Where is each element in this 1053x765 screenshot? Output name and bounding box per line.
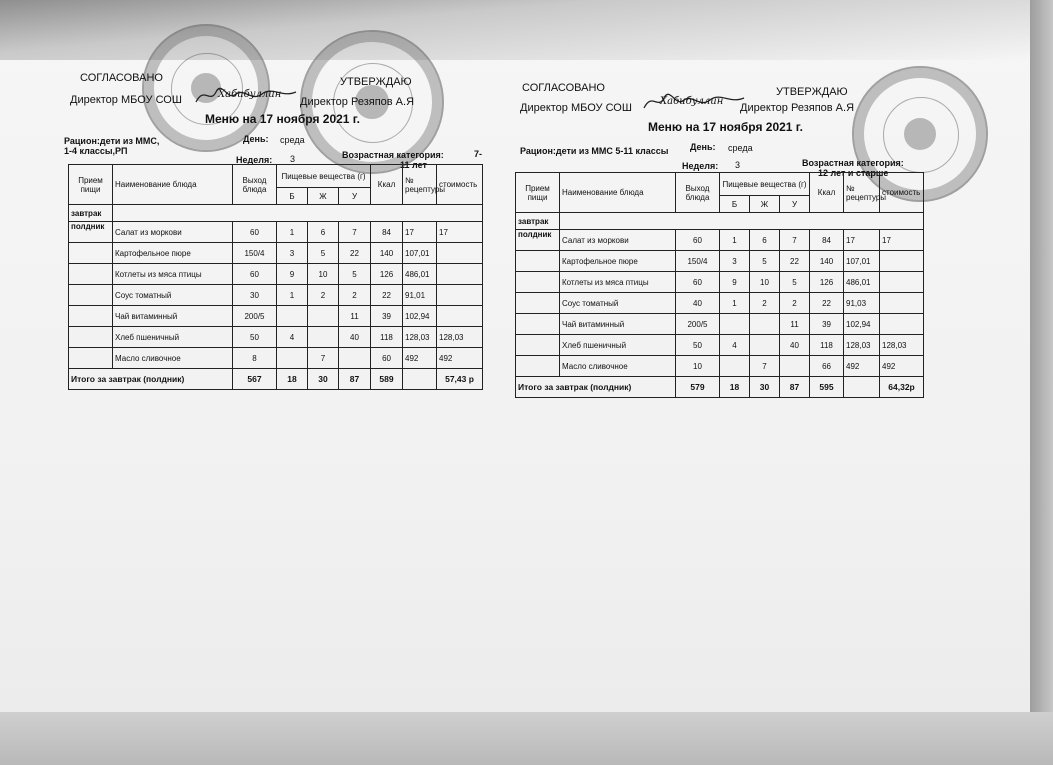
col-kcal: Ккал bbox=[810, 173, 844, 213]
cell-dish: Чай витаминный bbox=[560, 314, 676, 335]
cell-output: 50 bbox=[676, 335, 720, 356]
col-output: Выход блюда bbox=[233, 165, 277, 205]
cell-cost: 17 bbox=[437, 222, 483, 243]
cell-dish: Салат из моркови bbox=[560, 230, 676, 251]
col-cost: стоимость bbox=[437, 165, 483, 205]
cell-recipe: 486,01 bbox=[403, 264, 437, 285]
cell-output: 10 bbox=[676, 356, 720, 377]
cell-output: 8 bbox=[233, 348, 277, 369]
cell-kcal: 66 bbox=[810, 356, 844, 377]
week-value: 3 bbox=[290, 154, 296, 164]
meal-zavtrak: завтрак bbox=[516, 213, 560, 230]
total-row: Итого за завтрак (полдник) 567 18 30 87 589 57,43 р bbox=[69, 369, 483, 390]
cell-cost bbox=[880, 293, 924, 314]
cell-u: 5 bbox=[339, 264, 371, 285]
cell-zh bbox=[308, 306, 339, 327]
cell-u: 11 bbox=[780, 314, 810, 335]
table-row bbox=[516, 356, 924, 377]
cell-zh: 6 bbox=[750, 230, 780, 251]
meal-zavtrak: завтрак bbox=[69, 205, 113, 222]
cell-kcal: 118 bbox=[371, 327, 403, 348]
cell-output: 150/4 bbox=[676, 251, 720, 272]
cell-u bbox=[339, 348, 371, 369]
cell-u: 2 bbox=[339, 285, 371, 306]
cell-b bbox=[277, 306, 308, 327]
table-row bbox=[69, 222, 483, 243]
col-cost: стоимость bbox=[880, 173, 924, 213]
cell-b: 1 bbox=[277, 222, 308, 243]
cell-u: 2 bbox=[780, 293, 810, 314]
menu-rows bbox=[69, 222, 483, 369]
col-meal: Прием пищи bbox=[516, 173, 560, 213]
cell-cost: 128,03 bbox=[880, 335, 924, 356]
cell-dish: Соус томатный bbox=[560, 293, 676, 314]
signature-text-right: Хабибуллин bbox=[660, 96, 724, 107]
week-value: 3 bbox=[735, 160, 741, 170]
cell-zh: 2 bbox=[308, 285, 339, 306]
table-row bbox=[516, 293, 924, 314]
cell-b: 3 bbox=[720, 251, 750, 272]
cell-kcal: 126 bbox=[371, 264, 403, 285]
col-u: У bbox=[339, 188, 371, 205]
cell-kcal: 39 bbox=[810, 314, 844, 335]
cell-kcal: 22 bbox=[371, 285, 403, 306]
page-title: Меню на 17 ноября 2021 г. bbox=[648, 120, 803, 134]
signature-text-left: Хабибуллин bbox=[218, 89, 282, 100]
cell-b bbox=[720, 356, 750, 377]
cell-dish: Хлеб пшеничный bbox=[560, 335, 676, 356]
scan-edge-right bbox=[1030, 0, 1053, 712]
cell-cost: 128,03 bbox=[437, 327, 483, 348]
col-output: Выход блюда bbox=[676, 173, 720, 213]
director-left: Директор МБОУ СОШ bbox=[520, 102, 632, 114]
table-row bbox=[69, 243, 483, 264]
cell-recipe: 17 bbox=[403, 222, 437, 243]
meal-poldnik: полдник bbox=[69, 222, 113, 243]
cell-zh: 7 bbox=[308, 348, 339, 369]
cell-b bbox=[277, 348, 308, 369]
col-dish: Наименование блюда bbox=[113, 165, 233, 205]
cell-recipe: 102,94 bbox=[844, 314, 880, 335]
day-value: среда bbox=[280, 135, 305, 145]
cell-recipe: 486,01 bbox=[844, 272, 880, 293]
cell-cost bbox=[880, 314, 924, 335]
director-right: Директор Резяпов А.Я bbox=[740, 102, 855, 114]
menu-table bbox=[515, 172, 924, 398]
week-label: Неделя: bbox=[236, 155, 273, 165]
cell-dish: Котлеты из мяса птицы bbox=[560, 272, 676, 293]
cell-kcal: 140 bbox=[371, 243, 403, 264]
cell-output: 200/5 bbox=[233, 306, 277, 327]
director-right: Директор Резяпов А.Я bbox=[300, 96, 415, 108]
cell-cost bbox=[437, 285, 483, 306]
day-label: День: bbox=[690, 142, 716, 152]
cell-output: 40 bbox=[676, 293, 720, 314]
col-recipe: № рецептуры bbox=[844, 173, 880, 213]
cell-cost bbox=[880, 251, 924, 272]
cell-zh: 5 bbox=[308, 243, 339, 264]
table-row bbox=[516, 251, 924, 272]
cell-b: 4 bbox=[720, 335, 750, 356]
cell-kcal: 84 bbox=[810, 230, 844, 251]
table-row bbox=[69, 285, 483, 306]
cell-output: 150/4 bbox=[233, 243, 277, 264]
director-left: Директор МБОУ СОШ bbox=[70, 94, 182, 106]
col-kcal: Ккал bbox=[371, 165, 403, 205]
menu-rows bbox=[516, 230, 924, 377]
approve-label: УТВЕРЖДАЮ bbox=[776, 86, 848, 98]
col-zh: Ж bbox=[750, 196, 780, 213]
cell-zh: 10 bbox=[308, 264, 339, 285]
cell-zh: 6 bbox=[308, 222, 339, 243]
cell-recipe: 102,94 bbox=[403, 306, 437, 327]
cell-zh bbox=[308, 327, 339, 348]
cell-kcal: 22 bbox=[810, 293, 844, 314]
cell-u: 40 bbox=[339, 327, 371, 348]
menu-table bbox=[68, 164, 483, 390]
age-value: 7- bbox=[474, 149, 483, 159]
cell-kcal: 140 bbox=[810, 251, 844, 272]
col-b: Б bbox=[277, 188, 308, 205]
cell-u: 40 bbox=[780, 335, 810, 356]
col-zh: Ж bbox=[308, 188, 339, 205]
cell-recipe: 128,03 bbox=[844, 335, 880, 356]
cell-cost bbox=[437, 264, 483, 285]
agreed-label: СОГЛАСОВАНО bbox=[522, 82, 605, 94]
cell-dish: Соус томатный bbox=[113, 285, 233, 306]
cell-recipe: 91,01 bbox=[403, 285, 437, 306]
cell-recipe: 107,01 bbox=[403, 243, 437, 264]
cell-u: 22 bbox=[339, 243, 371, 264]
total-row: Итого за завтрак (полдник) 579 18 30 87 595 64,32р bbox=[516, 377, 924, 398]
cell-zh: 7 bbox=[750, 356, 780, 377]
cell-b: 3 bbox=[277, 243, 308, 264]
table-row bbox=[69, 348, 483, 369]
cell-output: 60 bbox=[233, 222, 277, 243]
cell-output: 60 bbox=[676, 230, 720, 251]
cell-dish: Картофельное пюре bbox=[113, 243, 233, 264]
cell-b: 1 bbox=[720, 230, 750, 251]
cell-u bbox=[780, 356, 810, 377]
cell-u: 7 bbox=[780, 230, 810, 251]
cell-dish: Хлеб пшеничный bbox=[113, 327, 233, 348]
cell-zh: 5 bbox=[750, 251, 780, 272]
col-meal: Прием пищи bbox=[69, 165, 113, 205]
cell-output: 200/5 bbox=[676, 314, 720, 335]
cell-cost: 492 bbox=[880, 356, 924, 377]
cell-zh: 10 bbox=[750, 272, 780, 293]
cell-u: 22 bbox=[780, 251, 810, 272]
cell-u: 11 bbox=[339, 306, 371, 327]
age-label: Возрастная категория: bbox=[342, 150, 444, 160]
cell-dish: Чай витаминный bbox=[113, 306, 233, 327]
age-label: Возрастная категория: bbox=[802, 158, 904, 168]
col-dish: Наименование блюда bbox=[560, 173, 676, 213]
approve-label: УТВЕРЖДАЮ bbox=[340, 76, 412, 88]
table-row bbox=[69, 264, 483, 285]
cell-cost: 492 bbox=[437, 348, 483, 369]
cell-kcal: 118 bbox=[810, 335, 844, 356]
cell-dish: Картофельное пюре bbox=[560, 251, 676, 272]
cell-cost bbox=[880, 272, 924, 293]
page-title: Меню на 17 ноября 2021 г. bbox=[205, 112, 360, 126]
cell-dish: Масло сливочное bbox=[113, 348, 233, 369]
cell-recipe: 17 bbox=[844, 230, 880, 251]
cell-kcal: 60 bbox=[371, 348, 403, 369]
cell-dish: Масло сливочное bbox=[560, 356, 676, 377]
col-b: Б bbox=[720, 196, 750, 213]
cell-b: 1 bbox=[720, 293, 750, 314]
cell-zh bbox=[750, 314, 780, 335]
scan-edge-bottom bbox=[0, 712, 1053, 765]
age-value: 12 лет и старше bbox=[818, 168, 889, 178]
cell-b: 4 bbox=[277, 327, 308, 348]
cell-dish: Котлеты из мяса птицы bbox=[113, 264, 233, 285]
cell-cost: 17 bbox=[880, 230, 924, 251]
col-nutrients: Пищевые вещества (г) bbox=[277, 165, 371, 188]
cell-output: 60 bbox=[233, 264, 277, 285]
cell-dish: Салат из моркови bbox=[113, 222, 233, 243]
col-recipe: № рецептуры bbox=[403, 165, 437, 205]
cell-recipe: 128,03 bbox=[403, 327, 437, 348]
table-row bbox=[516, 230, 924, 251]
cell-recipe: 492 bbox=[844, 356, 880, 377]
cell-recipe: 91,03 bbox=[844, 293, 880, 314]
cell-b: 1 bbox=[277, 285, 308, 306]
day-label: День: bbox=[243, 134, 269, 144]
cell-kcal: 84 bbox=[371, 222, 403, 243]
agreed-label: СОГЛАСОВАНО bbox=[80, 72, 163, 84]
ration-label: Рацион:дети из ММС 5-11 классы bbox=[520, 146, 669, 156]
cell-output: 60 bbox=[676, 272, 720, 293]
week-label: Неделя: bbox=[682, 161, 719, 171]
day-value: среда bbox=[728, 143, 753, 153]
col-nutrients: Пищевые вещества (г) bbox=[720, 173, 810, 196]
ration-label: Рацион:дети из ММС, bbox=[64, 136, 160, 146]
cell-cost bbox=[437, 306, 483, 327]
cell-u: 5 bbox=[780, 272, 810, 293]
table-row bbox=[69, 306, 483, 327]
table-row bbox=[516, 314, 924, 335]
cell-zh bbox=[750, 335, 780, 356]
cell-recipe: 492 bbox=[403, 348, 437, 369]
cell-output: 50 bbox=[233, 327, 277, 348]
meal-poldnik: полдник bbox=[516, 230, 560, 251]
cell-b: 9 bbox=[277, 264, 308, 285]
cell-cost bbox=[437, 243, 483, 264]
cell-b: 9 bbox=[720, 272, 750, 293]
table-row bbox=[516, 272, 924, 293]
cell-kcal: 39 bbox=[371, 306, 403, 327]
cell-kcal: 126 bbox=[810, 272, 844, 293]
cell-recipe: 107,01 bbox=[844, 251, 880, 272]
age-value-2: 11 лет bbox=[400, 160, 427, 170]
cell-zh: 2 bbox=[750, 293, 780, 314]
table-row bbox=[69, 327, 483, 348]
col-u: У bbox=[780, 196, 810, 213]
cell-u: 7 bbox=[339, 222, 371, 243]
ration-line2: 1-4 классы,РП bbox=[64, 146, 128, 156]
cell-output: 30 bbox=[233, 285, 277, 306]
cell-b bbox=[720, 314, 750, 335]
table-row bbox=[516, 335, 924, 356]
